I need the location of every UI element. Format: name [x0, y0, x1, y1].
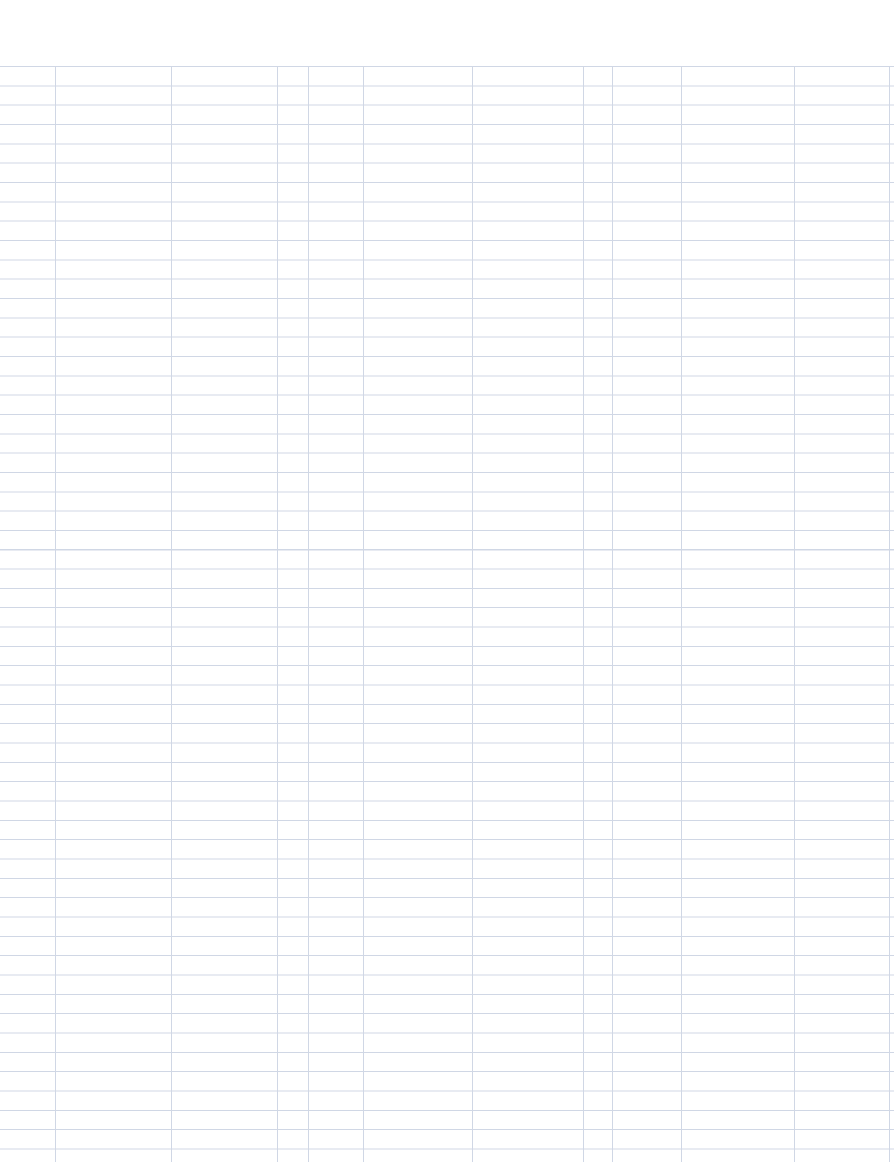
footer-organization [424, 1116, 894, 1136]
footer-date [480, 1136, 890, 1156]
gridlines [0, 66, 894, 1162]
